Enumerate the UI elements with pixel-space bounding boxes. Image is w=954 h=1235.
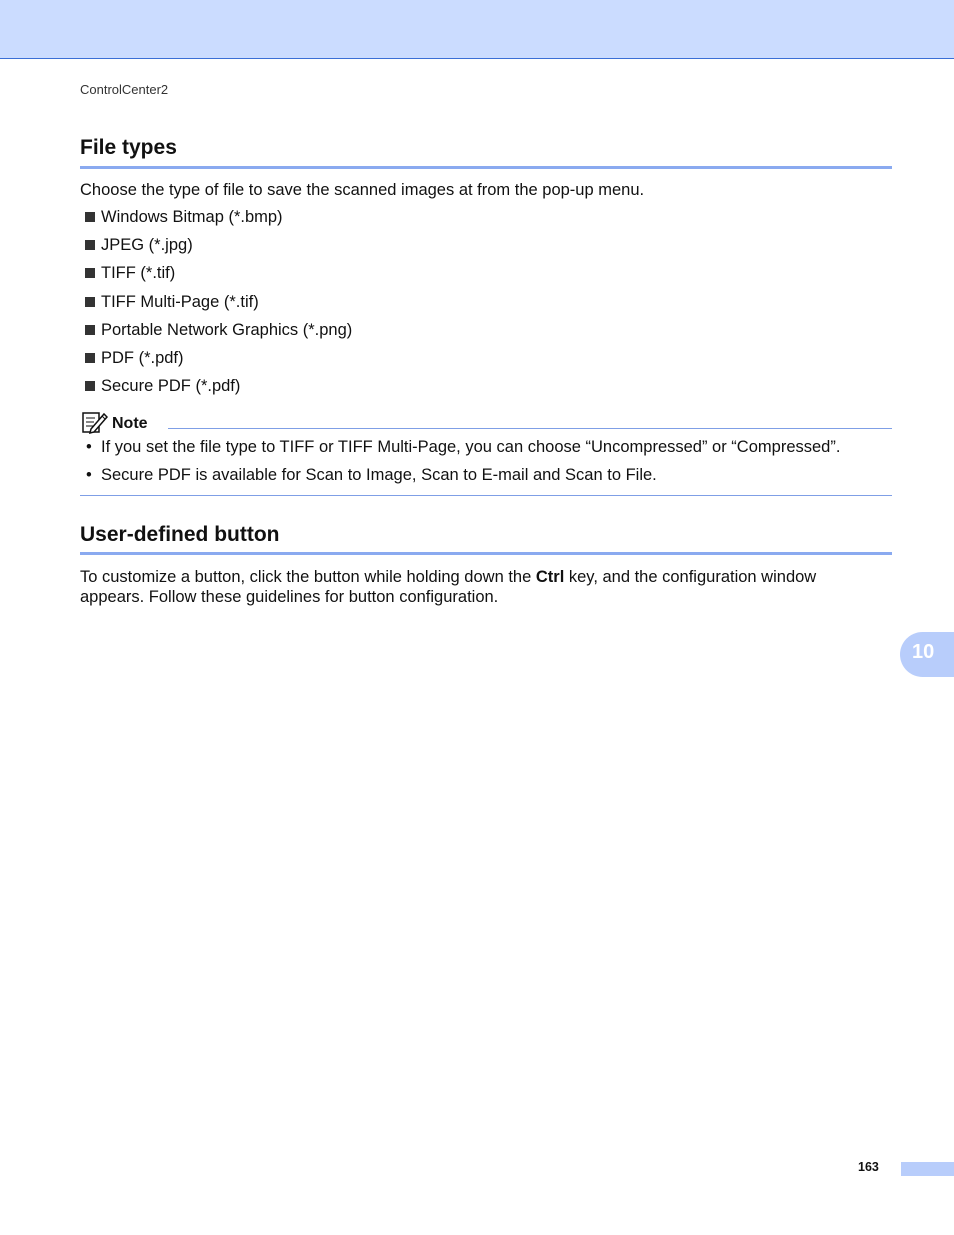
list-item bbox=[85, 348, 352, 376]
section-title-file-types: File types bbox=[80, 136, 177, 159]
note-header bbox=[82, 410, 148, 434]
note-rule-bottom bbox=[80, 495, 892, 496]
list-item bbox=[85, 320, 352, 348]
square-bullet-icon bbox=[85, 353, 95, 363]
dot-bullet-icon: • bbox=[86, 466, 92, 484]
square-bullet-icon bbox=[85, 212, 95, 222]
square-bullet-icon bbox=[85, 297, 95, 307]
paragraph-text: To customize a button, click the button while holding down the bbox=[80, 568, 536, 586]
list-item bbox=[85, 235, 352, 263]
section-rule bbox=[80, 166, 892, 169]
chapter-number: 10 bbox=[912, 641, 935, 663]
footer-band bbox=[901, 1162, 954, 1176]
paragraph-text: key, and the configuration window appears. Follow these guidelines for button configuration. bbox=[80, 568, 817, 606]
list-item-label: Windows Bitmap (*.bmp) bbox=[101, 208, 283, 226]
page-number: 163 bbox=[858, 1160, 879, 1174]
list-item bbox=[85, 263, 352, 291]
chapter-tab bbox=[900, 632, 954, 677]
list-item-label: TIFF (*.tif) bbox=[101, 264, 176, 283]
note-list bbox=[86, 437, 840, 493]
top-header-band bbox=[0, 0, 954, 59]
list-item bbox=[86, 465, 840, 493]
section-title-user-defined-button: User-defined button bbox=[80, 523, 280, 546]
note-rule-top bbox=[168, 428, 892, 429]
list-item-label: JPEG (*.jpg) bbox=[101, 236, 193, 255]
list-item bbox=[85, 292, 352, 320]
list-item bbox=[86, 437, 840, 465]
list-item-label: Portable Network Graphics (*.png) bbox=[101, 320, 353, 339]
list-item bbox=[85, 207, 352, 235]
section-rule bbox=[80, 552, 892, 555]
square-bullet-icon bbox=[85, 240, 95, 250]
dot-bullet-icon: • bbox=[86, 438, 92, 456]
user-defined-paragraph bbox=[80, 567, 870, 607]
file-types-intro: Choose the type of file to save the scanned images at from the pop-up menu. bbox=[80, 181, 645, 199]
running-header: ControlCenter2 bbox=[80, 82, 169, 97]
list-item bbox=[85, 376, 352, 404]
note-item-text: Secure PDF is available for Scan to Image, Scan to E-mail and Scan to File. bbox=[101, 466, 657, 484]
note-item-text: If you set the file type to TIFF or TIFF Multi-Page, you can choose “Uncompressed” or “Compressed”. bbox=[101, 438, 841, 456]
note-pencil-icon bbox=[82, 410, 108, 434]
square-bullet-icon bbox=[85, 325, 95, 335]
square-bullet-icon bbox=[85, 268, 95, 278]
list-item-label: Secure PDF (*.pdf) bbox=[101, 377, 241, 396]
note-label: Note bbox=[112, 415, 148, 432]
square-bullet-icon bbox=[85, 381, 95, 391]
ctrl-key-label: Ctrl bbox=[535, 568, 565, 586]
file-type-list bbox=[85, 207, 352, 404]
list-item-label: TIFF Multi-Page (*.tif) bbox=[101, 292, 259, 311]
list-item-label: PDF (*.pdf) bbox=[101, 348, 184, 367]
